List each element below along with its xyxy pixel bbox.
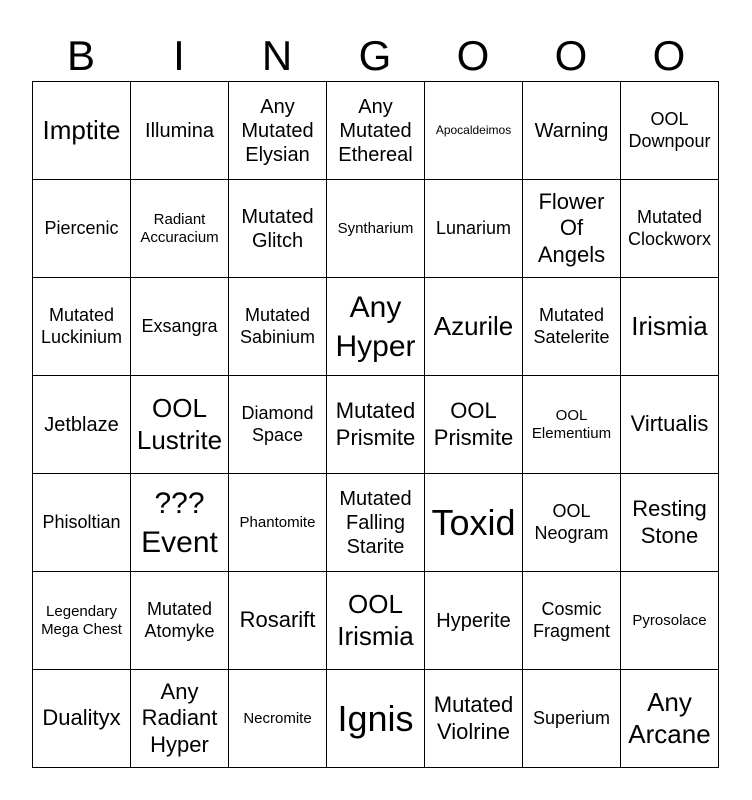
bingo-cell[interactable]: Illumina	[131, 82, 229, 180]
bingo-cell[interactable]: ??? Event	[131, 474, 229, 572]
bingo-cell[interactable]: Pyrosolace	[621, 572, 719, 670]
bingo-cell[interactable]: Phantomite	[229, 474, 327, 572]
bingo-cell[interactable]: Cosmic Fragment	[523, 572, 621, 670]
bingo-cell[interactable]: Exsangra	[131, 278, 229, 376]
bingo-cell[interactable]: OOL Irismia	[327, 572, 425, 670]
bingo-cell[interactable]: Rosarift	[229, 572, 327, 670]
bingo-cell[interactable]: Any Arcane	[621, 670, 719, 768]
bingo-cell[interactable]: Diamond Space	[229, 376, 327, 474]
bingo-cell[interactable]: Azurile	[425, 278, 523, 376]
bingo-cell[interactable]: Mutated Atomyke	[131, 572, 229, 670]
bingo-cell[interactable]: Dualityx	[33, 670, 131, 768]
bingo-cell[interactable]: Warning	[523, 82, 621, 180]
bingo-cell[interactable]: Jetblaze	[33, 376, 131, 474]
bingo-header	[32, 30, 718, 82]
bingo-cell[interactable]: OOL Neogram	[523, 474, 621, 572]
bingo-cell[interactable]: Toxid	[425, 474, 523, 572]
bingo-cell[interactable]: OOL Prismite	[425, 376, 523, 474]
bingo-cell[interactable]: Necromite	[229, 670, 327, 768]
bingo-cell[interactable]: Any Mutated Ethereal	[327, 82, 425, 180]
bingo-cell[interactable]: OOL Elementium	[523, 376, 621, 474]
bingo-cell[interactable]: OOL Downpour	[621, 82, 719, 180]
bingo-cell[interactable]: Any Radiant Hyper	[131, 670, 229, 768]
bingo-cell[interactable]: Irismia	[621, 278, 719, 376]
bingo-cell[interactable]: Syntharium	[327, 180, 425, 278]
bingo-cell[interactable]: Legendary Mega Chest	[33, 572, 131, 670]
bingo-cell[interactable]: Any Hyper	[327, 278, 425, 376]
bingo-cell[interactable]: Resting Stone	[621, 474, 719, 572]
header-letter-i: I	[173, 32, 185, 79]
bingo-cell[interactable]: Mutated Clockworx	[621, 180, 719, 278]
bingo-cell[interactable]: Radiant Accuracium	[131, 180, 229, 278]
bingo-cell[interactable]: Mutated Glitch	[229, 180, 327, 278]
header-letter-g: G	[358, 32, 392, 79]
header-letter-o-1: O	[456, 32, 490, 79]
bingo-cell[interactable]: Superium	[523, 670, 621, 768]
bingo-cell[interactable]: Flower Of Angels	[523, 180, 621, 278]
bingo-cell[interactable]: Piercenic	[33, 180, 131, 278]
bingo-cell[interactable]: Virtualis	[621, 376, 719, 474]
bingo-cell[interactable]: Phisoltian	[33, 474, 131, 572]
bingo-cell[interactable]: Ignis	[327, 670, 425, 768]
bingo-cell[interactable]: Any Mutated Elysian	[229, 82, 327, 180]
bingo-cell[interactable]: OOL Lustrite	[131, 376, 229, 474]
bingo-cell[interactable]: Mutated Falling Starite	[327, 474, 425, 572]
bingo-cell[interactable]: Imptite	[33, 82, 131, 180]
bingo-cell[interactable]: Mutated Luckinium	[33, 278, 131, 376]
bingo-cell[interactable]: Mutated Prismite	[327, 376, 425, 474]
header-letter-o-3: O	[652, 32, 686, 79]
bingo-cell[interactable]: Mutated Sabinium	[229, 278, 327, 376]
bingo-board	[32, 81, 719, 768]
bingo-cell[interactable]: Lunarium	[425, 180, 523, 278]
bingo-cell[interactable]: Mutated Satelerite	[523, 278, 621, 376]
bingo-cell[interactable]: Apocaldeimos	[425, 82, 523, 180]
header-letter-n: N	[261, 32, 293, 79]
header-letter-o-2: O	[554, 32, 588, 79]
bingo-cell[interactable]: Mutated Violrine	[425, 670, 523, 768]
bingo-cell[interactable]: Hyperite	[425, 572, 523, 670]
header-letter-b: B	[66, 32, 95, 79]
